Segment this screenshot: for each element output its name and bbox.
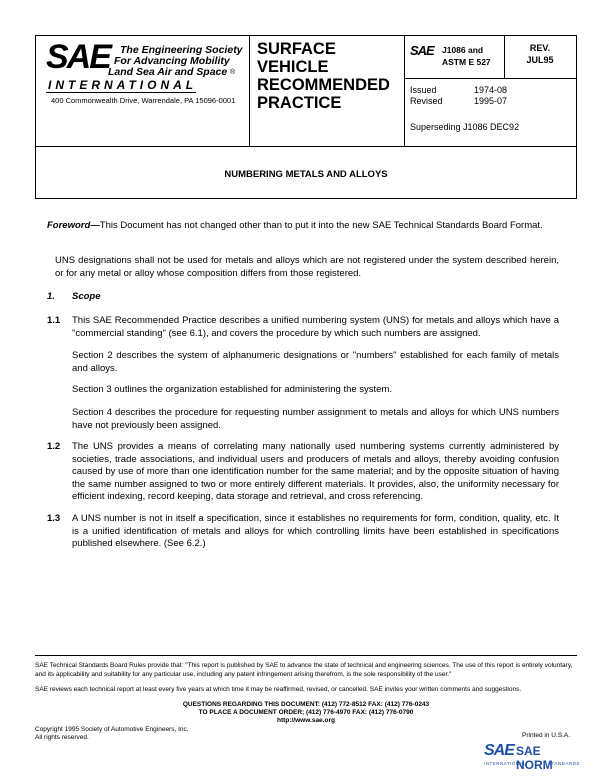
foreword-paragraph	[47, 220, 567, 233]
revised-label: Revised	[410, 96, 443, 106]
doc-type-line-1: SURFACE	[257, 40, 336, 58]
section-1-2-number: 1.2	[47, 441, 61, 452]
sae-norm-mark: SAE	[484, 742, 514, 759]
sae-norm-sub-left: INTERNATIONAL	[484, 761, 527, 766]
standard-id-box	[404, 36, 505, 78]
section-1-2-para-1: The UNS provides a means of correlating many nationally used numbering systems currently administered by societies, trade associations, and individual users and producers of metals and alloys, thereby avoiding confusion caused by use of more than one identification number for the same material; and by the opposite situation of having the same number assigned to two or more entirely different materials. It provides, also, the uniformity necessary for efficient indexing, record keeping, data storage and retrieval, and cross referencing.	[72, 441, 559, 502]
section-1-1-number: 1.1	[47, 315, 61, 326]
doc-title-box	[35, 147, 577, 199]
standard-id: J1086 and	[442, 45, 484, 55]
sae-logo: SAE	[46, 38, 110, 76]
footer-printed: Printed in U.S.A.	[522, 732, 571, 739]
footer-rights: All rights reserved.	[35, 734, 89, 741]
footer-review: SAE reviews each technical report at least every five years at which time it may be reaffirmed, revised, or cancelled. SAE invites your written comments and suggestions.	[35, 686, 522, 693]
tagline-1: The Engineering Society	[120, 44, 243, 56]
logo-cell	[36, 36, 250, 146]
doc-type-cell	[249, 36, 405, 146]
revised-value: 1995-07	[474, 96, 508, 106]
tagline-2: For Advancing Mobility	[114, 55, 230, 67]
section-1-3-number: 1.3	[47, 513, 61, 524]
content-area	[35, 199, 577, 656]
scope-number: 1.	[47, 291, 55, 302]
international-label: INTERNATIONAL	[48, 78, 198, 92]
standard-id-row	[404, 36, 576, 79]
logo-rule	[46, 92, 196, 93]
sae-norm-logo	[484, 740, 579, 770]
section-1-1-para-3: Section 3 outlines the organization established for administering the system.	[72, 384, 393, 395]
intro-paragraph: UNS designations shall not be used for metals and alloys which are not registered under the system described herein, or for any metal or alloy whose composition differs from those registered.	[55, 255, 559, 279]
issued-value: 1974-08	[474, 85, 508, 95]
foreword-text: This Document has not changed other than to put it into the new SAE Technical Standards Board Format.	[99, 220, 543, 231]
rev-value: JUL95	[526, 55, 554, 65]
standard-id-2: ASTM E 527	[442, 57, 491, 67]
header-box	[35, 35, 577, 147]
doc-type-line-2: VEHICLE	[257, 58, 329, 76]
scope-heading: Scope	[72, 291, 101, 302]
sae-norm-sub-right: STANDARDS	[548, 761, 580, 766]
footer-copyright: Copyright 1995 Society of Automotive Engineers, Inc.	[35, 726, 189, 733]
registered-mark: ®	[230, 69, 236, 76]
doc-type-line-3: RECOMMENDED	[257, 76, 390, 94]
document-title: NUMBERING METALS AND ALLOYS	[224, 169, 388, 180]
issued-label: Issued	[410, 85, 437, 95]
standard-info-cell	[404, 36, 576, 146]
rev-label: REV.	[529, 43, 551, 53]
section-1-1-para-2: Section 2 describes the system of alphanumeric designations or "numbers" established for each family of metals and alloys.	[72, 350, 559, 374]
superseding: Superseding J1086 DEC92	[410, 122, 520, 132]
footer-order: TO PLACE A DOCUMENT ORDER; (412) 776-4970 FAX: (412) 776-0790	[198, 709, 414, 716]
doc-type-line-4: PRACTICE	[257, 94, 342, 112]
section-1-1-para-4: Section 4 describes the procedure for requesting number assignment to metals and alloys for which UNS numbers have not previously been assigned.	[72, 407, 559, 431]
revision-box	[504, 36, 576, 78]
foreword-label: Foreword—	[47, 220, 100, 231]
sae-small-logo: SAE	[410, 43, 434, 58]
footer-rules: SAE Technical Standards Board Rules provide that: "This report is published by SAE to advance the state of technical and engineering sciences. The use of this report is entirely voluntary, and its applicability and suitability for any particular use, including any patent infringement arising therefrom, is the sole responsibility of the user."	[35, 662, 573, 678]
footer-url[interactable]: http://www.sae.org	[277, 717, 335, 724]
section-1-3-para-1: A UNS number is not in itself a specification, since it establishes no requirements for form, condition, quality, etc. It is a unified identification of metals and alloys for which controlling limits have been established in specifications published elsewhere. (See 6.2.)	[72, 513, 559, 549]
sae-norm-text: SAE NORM	[516, 744, 553, 772]
footer-questions: QUESTIONS REGARDING THIS DOCUMENT: (412) 772-8512 FAX: (412) 776-0243	[182, 701, 430, 708]
section-1-1-para-1: This SAE Recommended Practice describes a unified numbering system (UNS) for metals and alloys which have a "commercial standing" (see 6.1), and covers the procedure by which such numbers are assigned.	[72, 315, 559, 339]
address: 400 Commonwealth Drive, Warrendale, PA 15096-0001	[51, 96, 236, 105]
tagline-3: Land Sea Air and Space	[108, 66, 228, 78]
